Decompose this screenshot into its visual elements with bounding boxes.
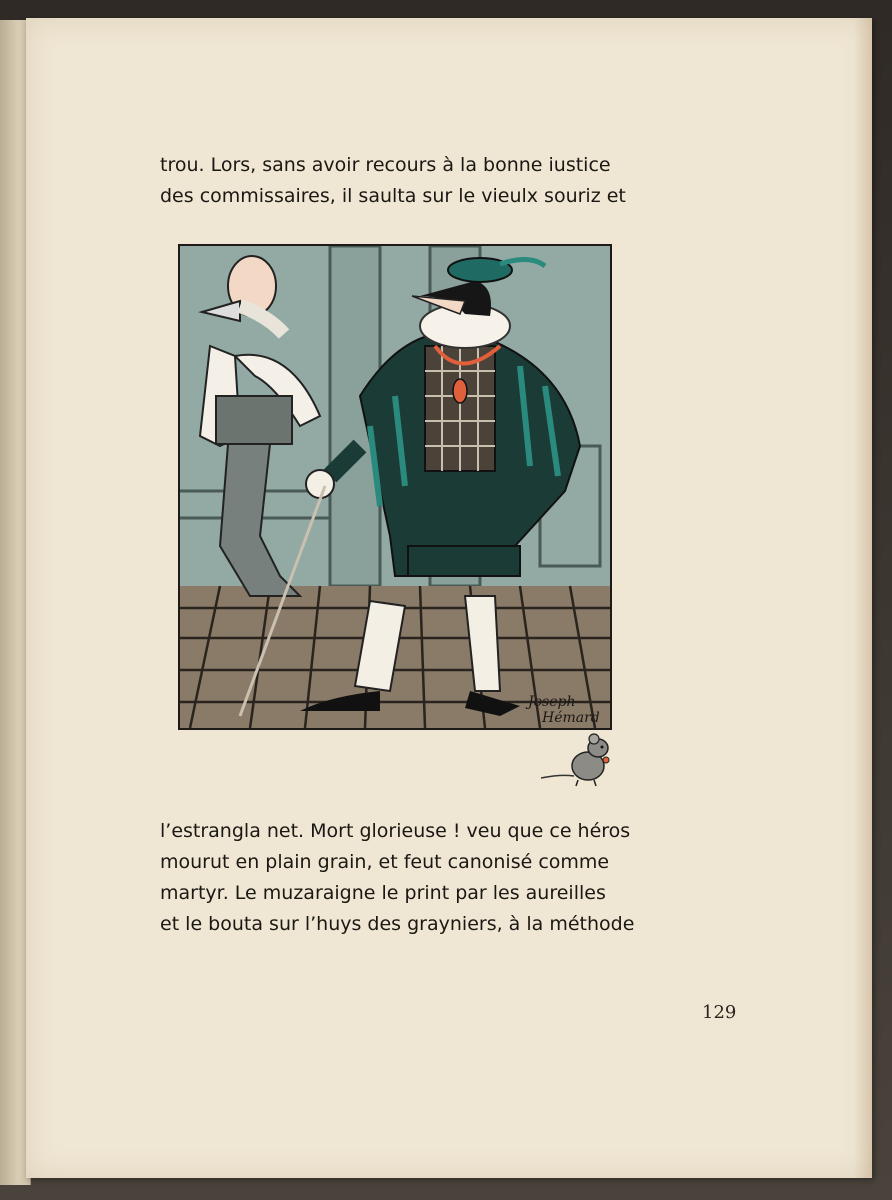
text-line: trou. Lors, sans avoir recours à la bonne iustice [160,154,611,176]
mouse-vignette [536,726,622,788]
illustration [178,244,612,730]
svg-text:Joseph: Joseph [528,694,576,710]
bottom-paragraph [160,816,640,940]
text-line: l’estrangla net. Mort glorieuse ! veu que ce héros [160,820,631,842]
illustration-artwork [180,246,610,728]
text-line: et le bouta sur l’huys des grayniers, à la méthode [160,913,635,935]
book-page [26,18,872,1178]
text-line: des commissaires, il saulta sur le vieulx souriz et [160,185,626,207]
text-line: martyr. Le muzaraigne le print par les aureilles [160,882,606,904]
page-number: 129 [702,1002,737,1023]
top-paragraph [160,150,640,212]
text-line: mourut en plain grain, et feut canonisé comme [160,851,610,873]
svg-text:Hémard: Hémard [542,710,600,726]
page-edge-shadow [854,18,872,1178]
